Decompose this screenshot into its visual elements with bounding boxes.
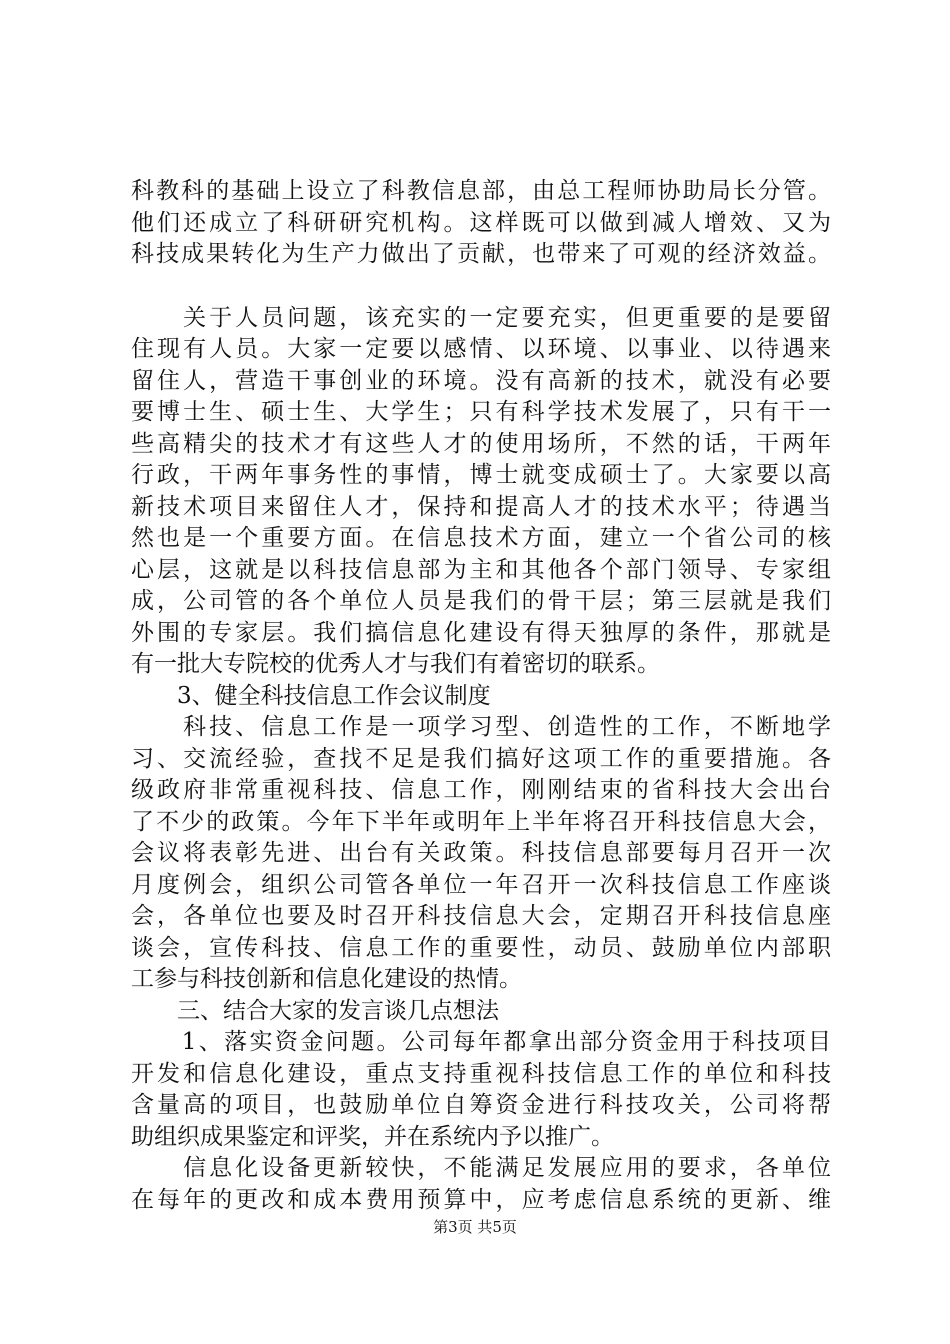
text-line: 行政，干两年事务性的事情，博士就变成硕士了。大家要以高 <box>131 462 831 488</box>
text-line: 谈会，宣传科技、信息工作的重要性，动员、鼓励单位内部职 <box>131 934 831 961</box>
text-line: 会，各单位也要及时召开科技信息大会，定期召开科技信息座 <box>131 903 831 929</box>
paragraph-gap <box>131 271 831 303</box>
section-heading: 三、结合大家的发言谈几点想法 <box>131 997 499 1024</box>
section-heading-3 <box>131 681 831 713</box>
text-line: 信息化设备更新较快，不能满足发展应用的要求，各单位 <box>131 1155 831 1181</box>
text-line: 关于人员问题，该充实的一定要充实，但更重要的是要留 <box>131 304 831 331</box>
text-line: 科技成果转化为生产力做出了贡献，也带来了可观的经济效益。 <box>131 241 831 267</box>
section-heading: 3、健全科技信息工作会议制度 <box>131 682 491 709</box>
text-line: 然也是一个重要方面。在信息技术方面，建立一个省公司的核 <box>131 525 831 551</box>
text-line: 心层，这就是以科技信息部为主和其他各个部门领导、专家组 <box>131 556 831 583</box>
text-line: 些高精尖的技术才有这些人才的使用场所，不然的话，干两年 <box>131 430 831 457</box>
text-line: 会议将表彰先进、出台有关政策。科技信息部要每月召开一次 <box>131 840 831 866</box>
text-line: 含量高的项目，也鼓励单位自筹资金进行科技攻关，公司将帮 <box>131 1092 831 1118</box>
text-line: 在每年的更改和成本费用预算中，应考虑信息系统的更新、维 <box>131 1186 831 1213</box>
text-line: 1、落实资金问题。公司每年都拿出部分资金用于科技项目 <box>131 1029 831 1055</box>
page-number: 第3页 共5页 <box>433 1218 517 1236</box>
text-line: 他们还成立了科研研究机构。这样既可以做到减人增效、又为 <box>131 209 831 236</box>
text-line: 科技、信息工作是一项学习型、创造性的工作，不断地学 <box>131 714 831 740</box>
paragraph-6 <box>131 1027 831 1153</box>
paragraph-1 <box>131 176 831 271</box>
text-line: 级政府非常重视科技、信息工作，刚刚结束的省科技大会出台 <box>131 777 831 803</box>
page-footer <box>0 1216 950 1237</box>
text-line: 月度例会，组织公司管各单位一年召开一次科技信息工作座谈 <box>131 871 831 898</box>
text-line: 住现有人员。大家一定要以感情、以环境、以事业、以待遇来 <box>131 336 831 362</box>
text-line: 成，公司管的各个单位人员是我们的骨干层；第三层就是我们 <box>131 588 831 614</box>
text-line: 习、交流经验，查找不足是我们搞好这项工作的重要措施。各 <box>131 745 831 772</box>
text-line: 外围的专家层。我们搞信息化建设有得天独厚的条件，那就是 <box>131 619 831 646</box>
text-line: 开发和信息化建设，重点支持重视科技信息工作的单位和科技 <box>131 1060 831 1087</box>
paragraph-2 <box>131 303 831 681</box>
text-line: 新技术项目来留住人才，保持和提高人才的技术水平；待遇当 <box>131 493 831 520</box>
text-line: 留住人，营造干事创业的环境。没有高新的技术，就没有必要 <box>131 367 831 394</box>
paragraph-7 <box>131 1153 831 1216</box>
text-line: 科教科的基础上设立了科教信息部，由总工程师协助局长分管。 <box>131 178 831 204</box>
text-line: 了不少的政策。今年下半年或明年上半年将召开科技信息大会， <box>131 808 831 835</box>
document-body <box>131 176 831 1216</box>
section-heading-three <box>131 996 831 1028</box>
text-line: 有一批大专院校的优秀人才与我们有着密切的联系。 <box>131 651 660 677</box>
paragraph-4 <box>131 712 831 996</box>
text-line: 助组织成果鉴定和评奖，并在系统内予以推广。 <box>131 1123 614 1150</box>
text-line: 要博士生、硕士生、大学生；只有科学技术发展了，只有干一 <box>131 399 831 425</box>
text-line: 工参与科技创新和信息化建设的热情。 <box>131 966 522 992</box>
